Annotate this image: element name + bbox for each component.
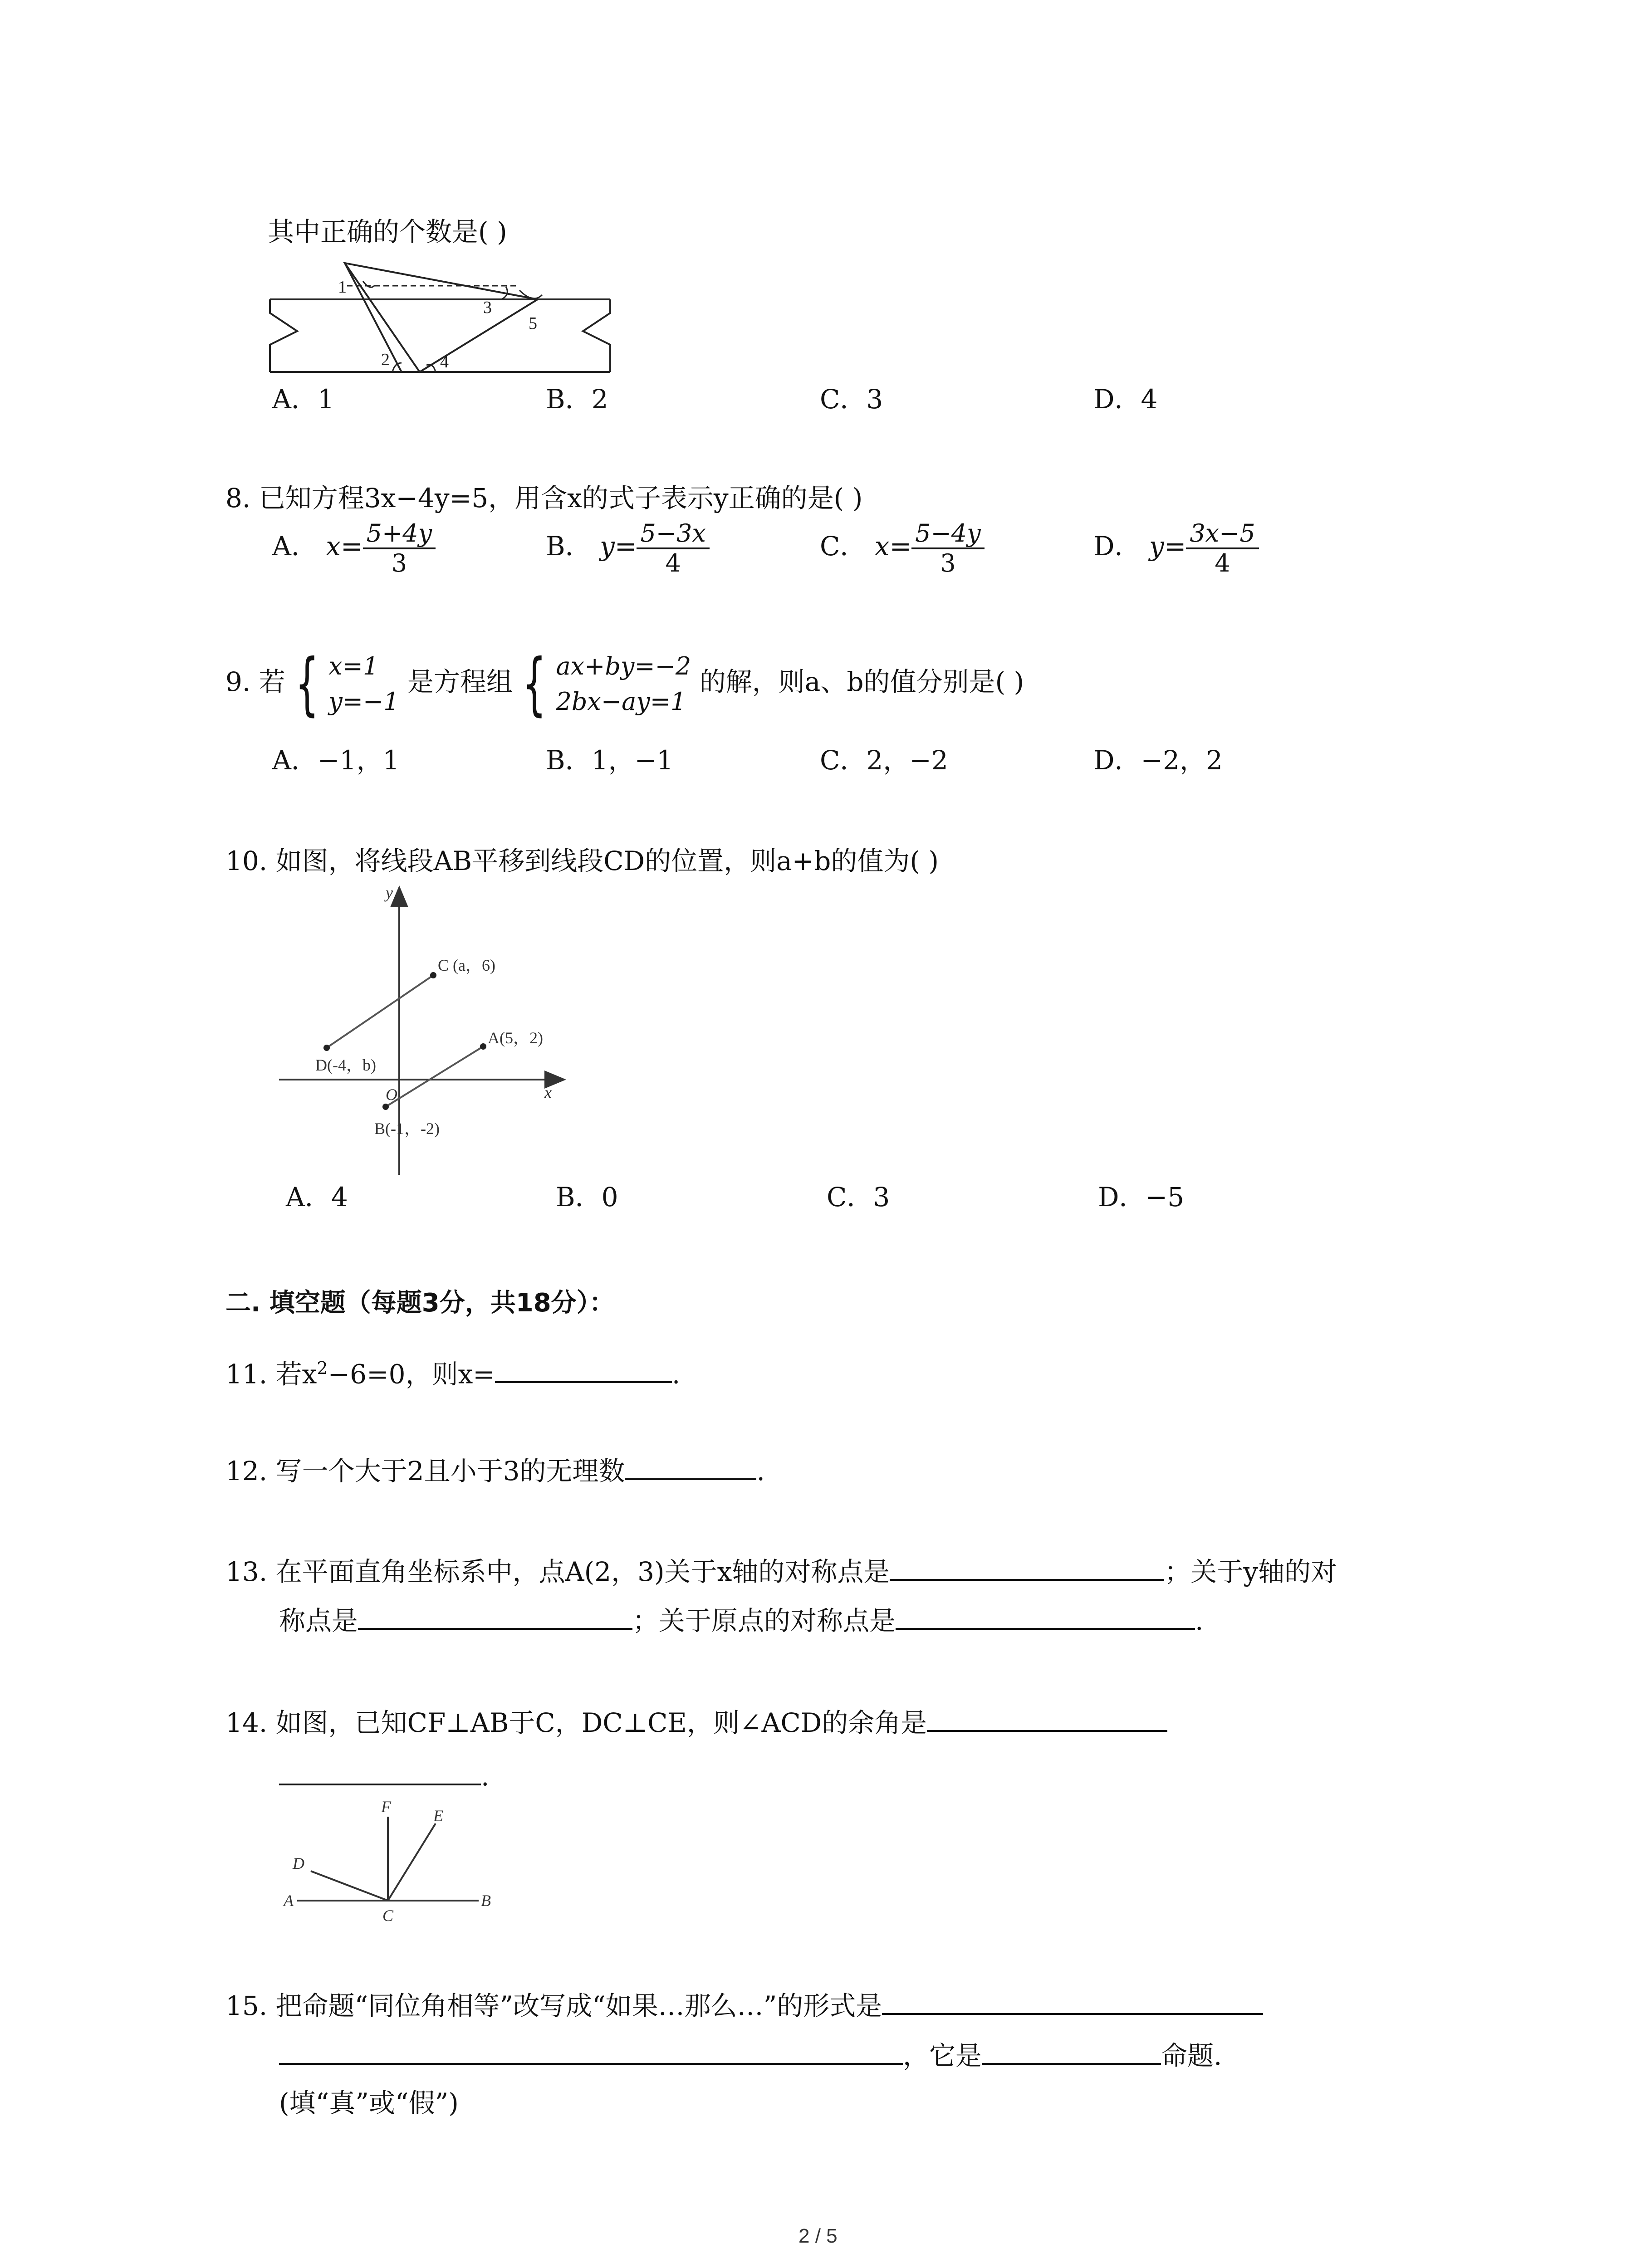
point-a: [480, 1043, 486, 1050]
q14-line1: 14. 如图，已知CF⊥AB于C，DC⊥CE，则∠ACD的余角是: [225, 1705, 1167, 1739]
q7-label-2: 2: [381, 350, 390, 369]
q10-option-d: D．−5: [1098, 1182, 1185, 1212]
point-c: [430, 972, 436, 978]
q14-label-d: D: [293, 1854, 304, 1872]
ray-cd: [311, 1871, 388, 1901]
q9-option-a: A．−1，1: [272, 745, 400, 776]
q7-option-b: B．2: [546, 384, 608, 415]
q10-option-b: B．0: [556, 1182, 618, 1212]
point-d-label: D(-4，b): [315, 1056, 376, 1074]
q13-line1: 13. 在平面直角坐标系中，点A(2，3)关于x轴的对称点是 ；关于y轴的对: [225, 1554, 1337, 1588]
q13-line2: 称点是 ；关于原点的对称点是 .: [279, 1603, 1203, 1637]
q8-option-c: C． x= $\frac{5-4y}{3}$: [820, 519, 985, 577]
triangle-edge: [345, 263, 402, 372]
q7-option-c: C．3: [820, 384, 883, 415]
page-number: 2 / 5: [798, 2225, 838, 2247]
q7-figure: [265, 254, 615, 386]
q14-answer-blank-2[interactable]: [279, 1758, 481, 1785]
q9-stem: 9. 若 { x=1 y=−1 是方程组 { ax+by=−2 2bx−ay=1 的解，则a、b的值分别是( ): [225, 645, 1024, 723]
q14-label-b: B: [481, 1892, 491, 1910]
q7-label-1: 1: [338, 278, 347, 297]
q14-label-c: C: [382, 1906, 394, 1925]
q10-coordinate-graph: [272, 880, 581, 1179]
point-c-label: C (a，6): [438, 956, 495, 974]
q12-answer-blank[interactable]: [625, 1453, 756, 1480]
q15-answer-blank-2[interactable]: [279, 2038, 903, 2065]
point-a-label: A(5，2): [488, 1029, 543, 1047]
q10-option-a: A．4: [286, 1182, 348, 1212]
q15-line1: 15. 把命题“同位角相等”改写成“如果…那么…”的形式是: [225, 1988, 1263, 2022]
q8-option-a: A． x= $\frac{5+4y}{3}$: [272, 519, 436, 577]
q11: 11. 若$x^2-6=0$，则x= .: [225, 1352, 680, 1390]
q12: 12. 写一个大于2且小于3的无理数 .: [225, 1453, 765, 1487]
origin-label: O: [386, 1085, 397, 1104]
point-b: [382, 1104, 389, 1110]
q14-figure: [279, 1796, 506, 1928]
q10-stem: 10. 如图，将线段AB平移到线段CD的位置，则a+b的值为( ): [225, 846, 939, 876]
q8-stem: 8. 已知方程3x−4y=5，用含x的式子表示y正确的是( ): [225, 483, 863, 513]
q15-line2: ，它是 命题.: [279, 2038, 1222, 2072]
q8-option-b: B． y= $\frac{5-3x}{4}$: [546, 519, 710, 577]
section-heading-fill-in: 二. 填空题（每题3分，共18分）：: [225, 1288, 615, 1318]
q10-option-c: C．3: [827, 1182, 890, 1212]
q15-true-false-blank[interactable]: [982, 2038, 1161, 2065]
q11-answer-blank[interactable]: [495, 1356, 672, 1383]
q15-line3: (填“真”或“假”): [279, 2087, 459, 2118]
point-b-label: B(-1，-2): [374, 1119, 440, 1138]
point-d: [323, 1045, 330, 1051]
q7-label-5: 5: [529, 314, 537, 333]
segment-cd: [327, 975, 433, 1048]
ray-ce: [388, 1823, 436, 1901]
q7-label-4: 4: [440, 352, 449, 371]
q14-label-a: A: [284, 1892, 294, 1910]
segment-ab: [386, 1046, 483, 1107]
strip-left-zigzag: [270, 299, 297, 372]
q13-y-axis-blank[interactable]: [358, 1603, 632, 1630]
x-axis-label: x: [544, 1083, 552, 1101]
q7-option-d: D．4: [1093, 384, 1158, 415]
q14-label-f: F: [381, 1798, 391, 1816]
q9-option-b: B．1，−1: [546, 745, 674, 776]
q13-x-axis-blank[interactable]: [890, 1554, 1164, 1581]
y-axis-label: y: [386, 884, 393, 902]
q14-answer-blank-1[interactable]: [927, 1705, 1167, 1732]
q9-option-d: D．−2，2: [1093, 745, 1223, 776]
q14-line2: .: [279, 1758, 489, 1793]
q13-origin-blank[interactable]: [896, 1603, 1195, 1630]
q14-label-e: E: [433, 1807, 443, 1825]
strip-right-zigzag: [583, 299, 610, 372]
q15-answer-blank-1[interactable]: [882, 1988, 1263, 2015]
q7-label-3: 3: [483, 298, 492, 317]
q7-stem-tail: 其中正确的个数是( ): [268, 216, 507, 247]
q7-option-a: A．1: [272, 384, 334, 415]
q8-option-d: D． y= $\frac{3x-5}{4}$: [1093, 519, 1259, 577]
q9-option-c: C．2，−2: [820, 745, 948, 776]
